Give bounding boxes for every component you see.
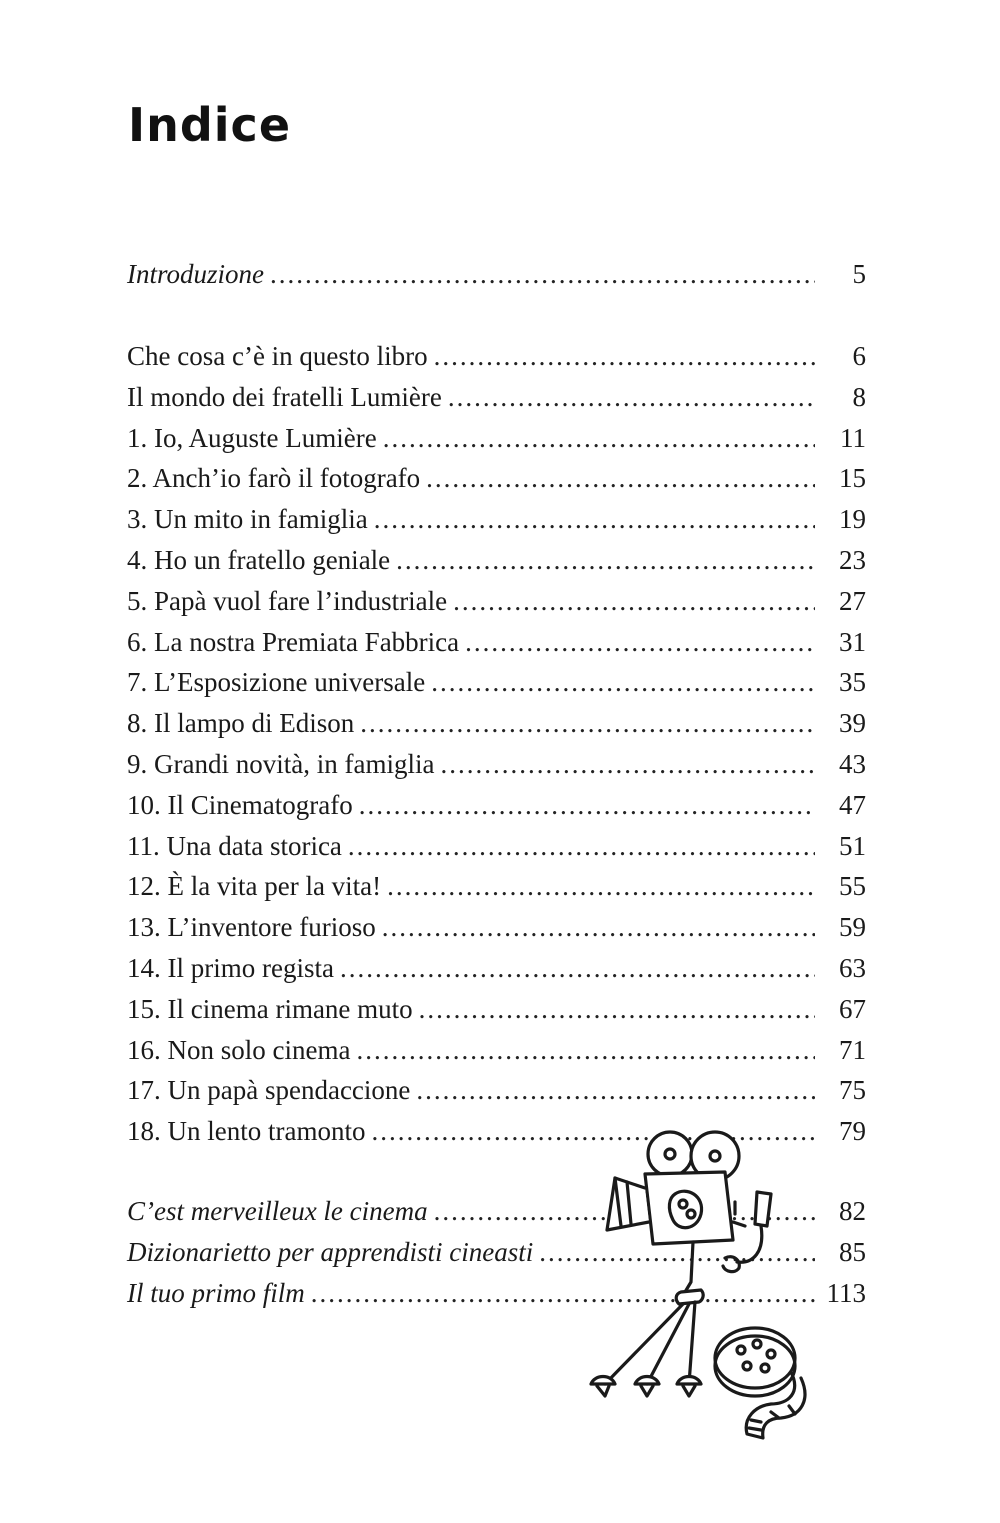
toc-dot-leader: [448, 377, 815, 418]
toc-entry-page: 82: [839, 1196, 866, 1226]
toc-dot-leader: [356, 1030, 815, 1071]
toc-entry: [127, 377, 877, 418]
toc-dot-leader: [340, 948, 815, 989]
page-title: Indice: [128, 98, 292, 152]
toc-entry-page: 113: [826, 1277, 866, 1308]
toc-entry-title: 4. Ho un fratello geniale: [127, 544, 391, 575]
toc-entry-title: 18. Un lento tramonto: [127, 1116, 366, 1147]
toc-entry: [127, 540, 877, 581]
toc-entry: [127, 458, 877, 499]
toc-entry-title: Dizionarietto per apprendisti cineasti: [127, 1236, 534, 1267]
toc-entry-title: 11. Una data storica: [127, 830, 342, 861]
toc-entry-page: 15: [839, 463, 866, 494]
toc-dot-leader: [270, 254, 815, 295]
toc-appendix-section: [127, 1191, 877, 1313]
toc-entry-title: Il mondo dei fratelli Lumière: [127, 381, 442, 412]
toc-entry-title: 9. Grandi novità, in famiglia: [127, 748, 435, 779]
toc-entry-title: 1. Io, Auguste Lumière: [127, 422, 377, 453]
toc-entry: [127, 826, 877, 867]
toc-entry-page: 23: [839, 544, 866, 575]
toc-dot-leader: [465, 622, 815, 663]
toc-entry: [127, 703, 877, 744]
toc-intro-section: [127, 254, 877, 295]
toc-entry-page: 6: [852, 341, 866, 371]
toc-dot-leader: [419, 989, 815, 1030]
toc-entry-page: 39: [839, 708, 866, 739]
toc-entry-title: 2. Anch’io farò il fotografo: [127, 463, 421, 494]
toc-entry: [127, 581, 877, 622]
toc-dot-leader: [359, 785, 815, 826]
toc-entry-page: 5: [852, 259, 866, 289]
toc-dot-leader: [434, 336, 815, 377]
toc-entry-title: Introduzione: [127, 259, 264, 289]
toc-entry-page: 75: [839, 1075, 866, 1106]
toc-entry: [127, 744, 877, 785]
toc-dot-leader: [539, 1232, 815, 1273]
toc-entry: [127, 418, 877, 459]
toc-entry-page: 79: [839, 1116, 866, 1147]
toc-entry: [127, 1030, 877, 1071]
toc-dot-leader: [387, 866, 815, 907]
toc-entry: [127, 1191, 877, 1232]
toc-entry: [127, 1232, 877, 1273]
toc-entry-page: 11: [840, 422, 866, 453]
toc-dot-leader: [416, 1070, 815, 1111]
toc-entry-title: 16. Non solo cinema: [127, 1034, 351, 1065]
toc-entry: [127, 948, 877, 989]
toc-dot-leader: [382, 907, 815, 948]
toc-entry-title: 6. La nostra Premiata Fabbrica: [127, 626, 460, 657]
toc-entry-page: 63: [839, 952, 866, 983]
toc-entry-page: 19: [839, 504, 866, 535]
toc-entry-title: Il tuo primo film: [127, 1277, 305, 1308]
toc-dot-leader: [311, 1273, 815, 1314]
toc-dot-leader: [426, 458, 815, 499]
toc-dot-leader: [371, 1111, 815, 1152]
toc-entry: [127, 336, 877, 377]
toc-entry-page: 85: [839, 1236, 866, 1267]
toc-dot-leader: [453, 581, 815, 622]
toc-entry: [127, 1111, 877, 1152]
toc-entry: [127, 1273, 877, 1314]
toc-entry: [127, 662, 877, 703]
toc-entry-page: 51: [839, 830, 866, 861]
toc-entry-page: 27: [839, 585, 866, 616]
toc-entry-title: Che cosa c’è in questo libro: [127, 341, 428, 371]
toc-entry-page: 71: [839, 1034, 866, 1065]
toc-entry: [127, 499, 877, 540]
toc-entry: [127, 866, 877, 907]
toc-entry-title: 8. Il lampo di Edison: [127, 708, 355, 739]
toc-entry-title: 10. Il Cinematografo: [127, 789, 353, 820]
toc-chapters-section: [127, 336, 877, 1152]
toc-entry-page: 43: [839, 748, 866, 779]
toc-entry: [127, 907, 877, 948]
toc-dot-leader: [383, 418, 815, 459]
toc-dot-leader: [431, 662, 815, 703]
toc-dot-leader: [360, 703, 815, 744]
toc-entry-page: 55: [839, 871, 866, 902]
toc-entry-title: 3. Un mito in famiglia: [127, 504, 368, 535]
toc-entry: [127, 254, 877, 295]
toc-entry-title: 15. Il cinema rimane muto: [127, 993, 413, 1024]
toc-dot-leader: [396, 540, 815, 581]
toc-dot-leader: [348, 826, 815, 867]
toc-entry-page: 59: [839, 912, 866, 943]
toc-entry-page: 47: [839, 789, 866, 820]
toc-dot-leader: [440, 744, 815, 785]
toc-entry-title: 7. L’Esposizione universale: [127, 667, 426, 698]
toc-entry-page: 67: [839, 993, 866, 1024]
toc-entry-title: C’est merveilleux le cinema: [127, 1196, 428, 1226]
toc-entry: [127, 1070, 877, 1111]
toc-entry: [127, 989, 877, 1030]
toc-entry-page: 8: [852, 381, 866, 412]
toc-entry: [127, 785, 877, 826]
toc-entry-page: 35: [839, 667, 866, 698]
toc-entry-page: 31: [839, 626, 866, 657]
toc-entry: [127, 622, 877, 663]
toc-entry-title: 13. L’inventore furioso: [127, 912, 376, 943]
toc-entry-title: 17. Un papà spendaccione: [127, 1075, 411, 1106]
toc-entry-title: 12. È la vita per la vita!: [127, 871, 382, 902]
toc-entry-title: 14. Il primo regista: [127, 952, 334, 983]
toc-dot-leader: [434, 1191, 815, 1232]
toc-entry-title: 5. Papà vuol fare l’industriale: [127, 585, 448, 616]
toc-dot-leader: [374, 499, 815, 540]
